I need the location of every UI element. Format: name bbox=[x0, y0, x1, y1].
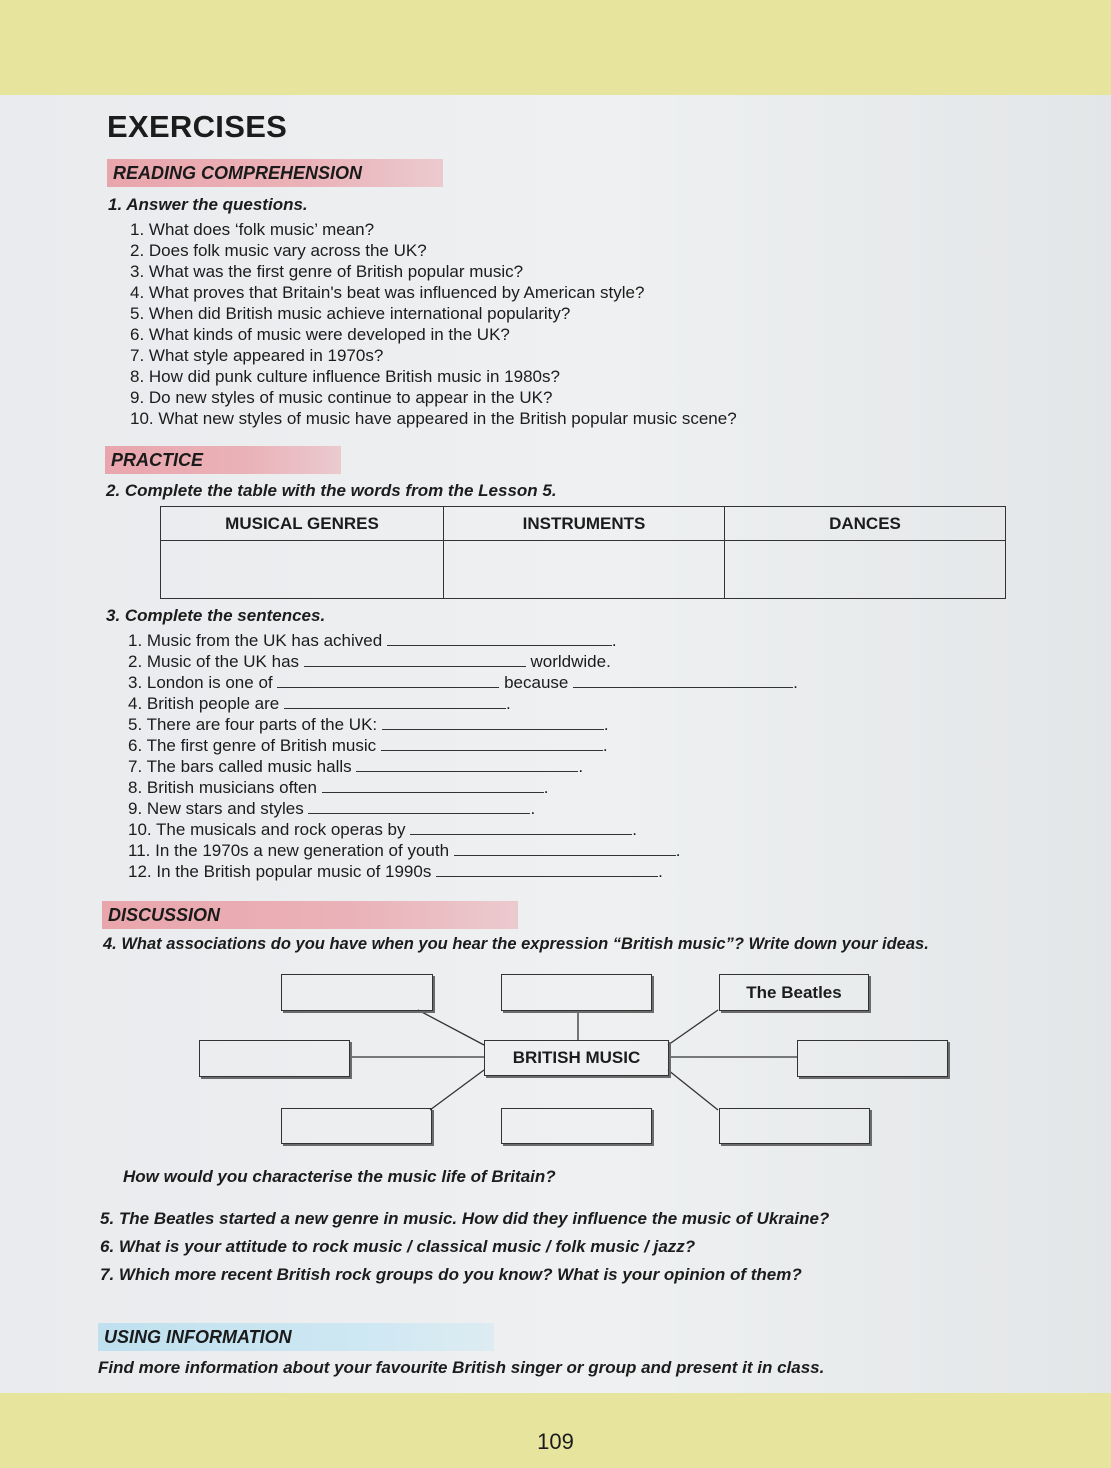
task-complete-sentences: 3. Complete the sentences. bbox=[106, 606, 326, 625]
sentence-text: 8. British musicians often bbox=[128, 778, 317, 797]
mind-map-center-label: BRITISH MUSIC bbox=[512, 1048, 641, 1067]
mind-map-label: The Beatles bbox=[746, 982, 842, 1002]
task-complete-table: 2. Complete the table with the words from the Lesson 5. bbox=[106, 481, 557, 500]
mind-map-box-bottom-right[interactable] bbox=[719, 1108, 870, 1144]
question-characterise: How would you characterise the music life of Britain? bbox=[123, 1167, 556, 1186]
sentence-text: 11. In the 1970s a new generation of youth bbox=[128, 841, 450, 860]
column-header-musical-genres: MUSICAL GENRES bbox=[161, 507, 444, 541]
period: . bbox=[611, 631, 617, 650]
period: . bbox=[602, 736, 608, 755]
period: . bbox=[658, 862, 663, 881]
sentence-text: 2. Music of the UK has bbox=[128, 652, 300, 671]
mind-map-box-left[interactable] bbox=[199, 1040, 350, 1077]
sentence-text: 12. In the British popular music of 1990s bbox=[128, 862, 432, 881]
sentence-text: 4. British people are bbox=[128, 694, 280, 713]
period: . bbox=[505, 694, 511, 713]
section-discussion: DISCUSSION bbox=[102, 901, 518, 929]
period: . bbox=[675, 841, 681, 860]
question-item: 4. What proves that Britain's beat was influenced by American style? bbox=[130, 283, 645, 302]
section-using-information: USING INFORMATION bbox=[98, 1323, 494, 1351]
column-header-instruments: INSTRUMENTS bbox=[444, 507, 725, 541]
sentence-text: 9. New stars and styles bbox=[128, 799, 304, 818]
period: . bbox=[578, 757, 584, 776]
sentence-text: 10. The musicals and rock operas by bbox=[128, 820, 406, 839]
section-practice: PRACTICE bbox=[105, 446, 341, 474]
column-header-dances: DANCES bbox=[725, 507, 1006, 541]
task-rock-groups: 7. Which more recent British rock groups do you know? What is your opinion of them? bbox=[100, 1265, 802, 1284]
task-beatles-influence: 5. The Beatles started a new genre in music. How did they influence the music of Ukraine? bbox=[100, 1209, 830, 1228]
sentence-text: worldwide. bbox=[530, 652, 611, 671]
question-item: 6. What kinds of music were developed in the UK? bbox=[130, 325, 510, 344]
mind-map-box-bottom-center[interactable] bbox=[501, 1108, 652, 1144]
sentence-text: because bbox=[504, 673, 569, 692]
mind-map-box-the-beatles[interactable] bbox=[719, 974, 869, 1011]
question-item: 10. What new styles of music have appeared in the British popular music scene? bbox=[130, 409, 737, 428]
mind-map-box-top-center[interactable] bbox=[501, 974, 652, 1011]
question-item: 5. When did British music achieve international popularity? bbox=[130, 304, 571, 323]
question-item: 8. How did punk culture influence British music in 1980s? bbox=[130, 367, 560, 386]
sentence-text: 6. The first genre of British music bbox=[128, 736, 377, 755]
period: . bbox=[530, 799, 536, 818]
mind-map-box-bottom-left[interactable] bbox=[281, 1108, 432, 1144]
section-reading-comprehension: READING COMPREHENSION bbox=[107, 159, 443, 187]
question-item: 2. Does folk music vary across the UK? bbox=[130, 241, 427, 260]
period: . bbox=[603, 715, 609, 734]
page-title: EXERCISES bbox=[107, 109, 288, 144]
period: . bbox=[793, 673, 798, 692]
page-number: 109 bbox=[537, 1429, 574, 1454]
sentence-text: 1. Music from the UK has achived bbox=[128, 631, 383, 650]
task-associations: 4. What associations do you have when you hear the expression “British music”? Write down your ideas. bbox=[103, 935, 929, 953]
question-item: 9. Do new styles of music continue to appear in the UK? bbox=[130, 388, 553, 407]
question-item: 3. What was the first genre of British popular music? bbox=[130, 262, 524, 281]
task-find-information: Find more information about your favourite British singer or group and present it in class. bbox=[98, 1358, 825, 1377]
mind-map-center-british-music bbox=[484, 1040, 669, 1076]
period: . bbox=[632, 820, 637, 839]
task-attitude: 6. What is your attitude to rock music / classical music / folk music / jazz? bbox=[100, 1237, 696, 1256]
sentence-text: 5. There are four parts of the UK: bbox=[128, 715, 378, 734]
sentence-text: 3. London is one of bbox=[128, 673, 273, 692]
sentence-text: 7. The bars called music halls bbox=[128, 757, 352, 776]
mind-map-box-top-left[interactable] bbox=[281, 974, 433, 1011]
task-answer-questions: 1. Answer the questions. bbox=[108, 195, 308, 214]
mind-map-box-right[interactable] bbox=[797, 1040, 948, 1077]
question-item: 1. What does ‘folk music’ mean? bbox=[130, 220, 375, 239]
period: . bbox=[543, 778, 549, 797]
question-item: 7. What style appeared in 1970s? bbox=[130, 346, 384, 365]
